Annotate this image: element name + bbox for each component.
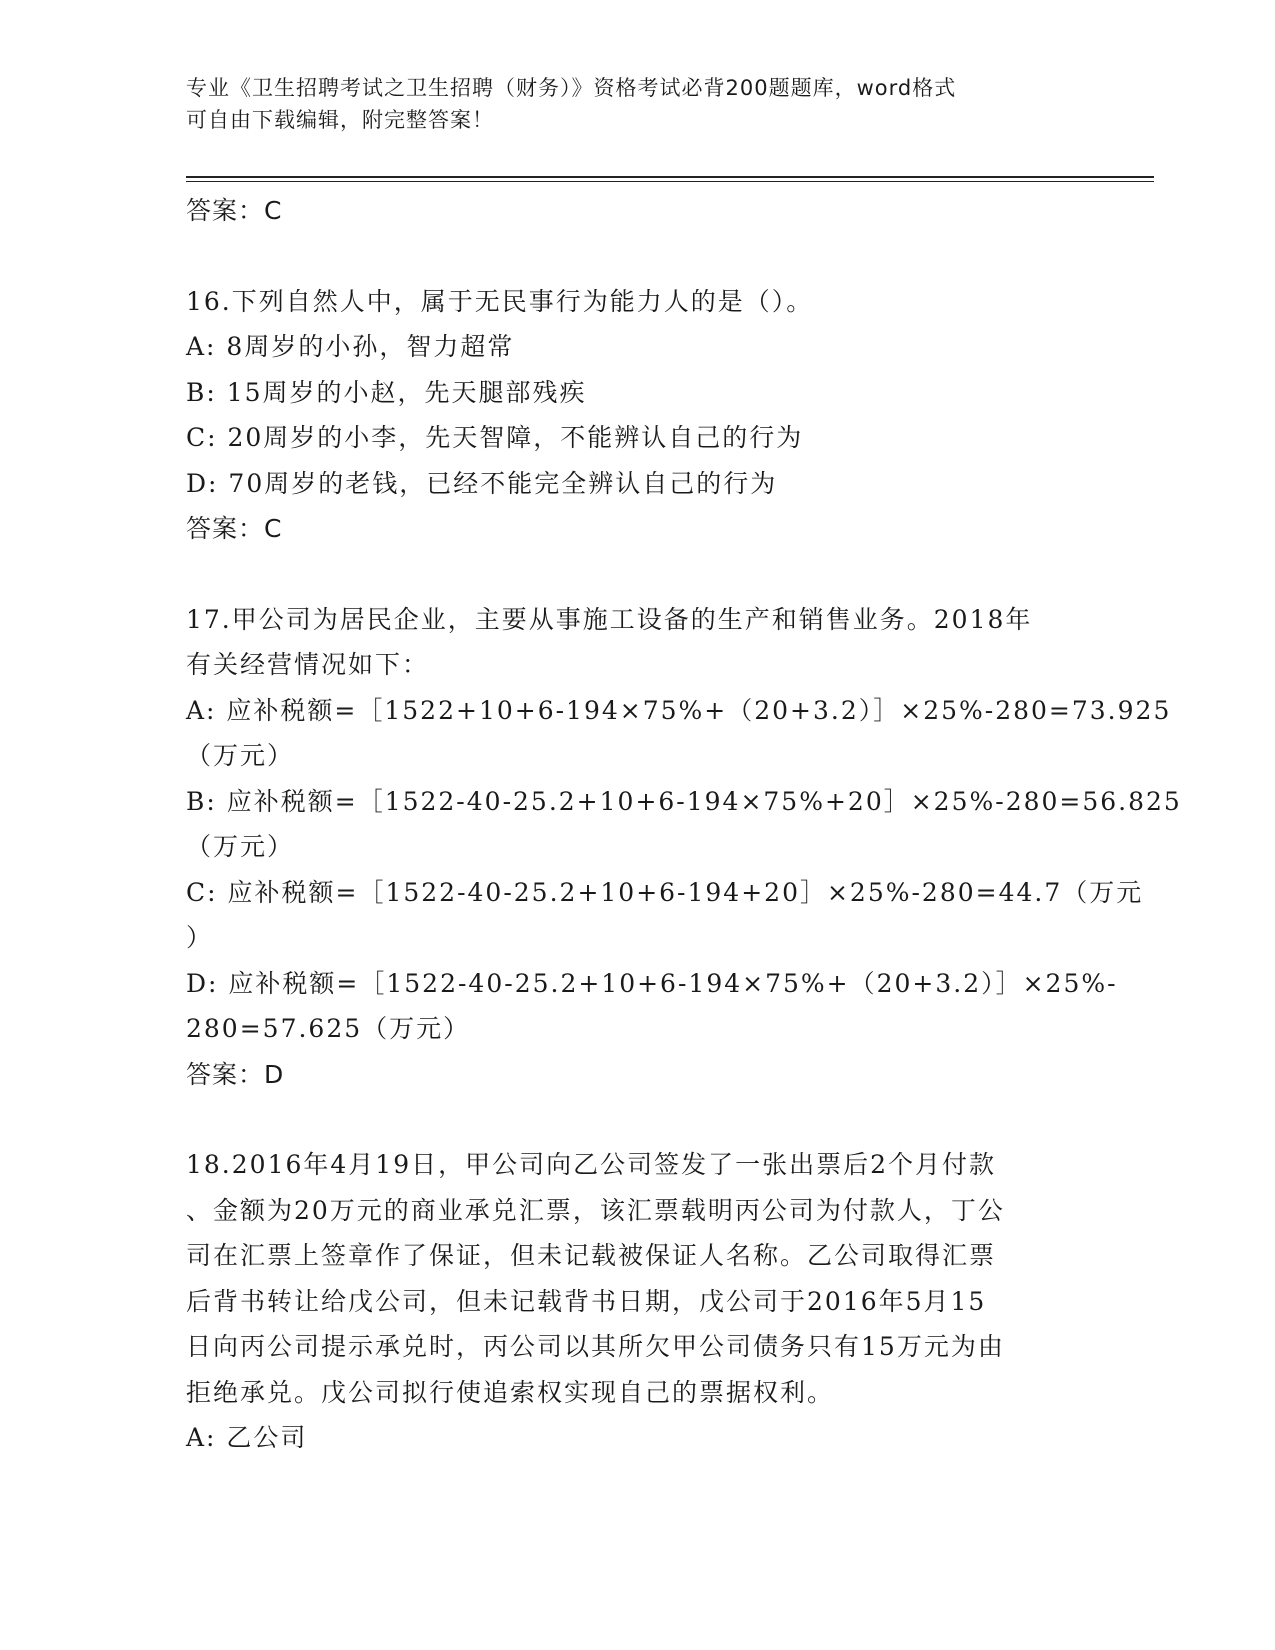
question-16-text: 16.下列自然人中，属于无民事行为能力人的是（）。 xyxy=(186,286,814,316)
question-16-option-a: A: 8周岁的小孙，智力超常 xyxy=(186,332,515,361)
question-17-answer: 答案：D xyxy=(186,1059,285,1089)
header-line-2: 可自由下载编辑，附完整答案！ xyxy=(186,108,494,132)
question-17-option-d-line-1: D: 应补税额=［1522-40-25.2+10+6-194×75%+（20+3.2）］×25%- xyxy=(186,968,1118,998)
question-16-option-d: D: 70周岁的老钱，已经不能完全辨认自己的行为 xyxy=(186,468,778,498)
header-rule-thick xyxy=(186,176,1154,178)
question-17-option-d-line-2: 280=57.625（万元） xyxy=(186,1014,471,1043)
question-17-text-line-1: 17.甲公司为居民企业，主要从事施工设备的生产和销售业务。2018年 xyxy=(186,604,1033,634)
document-body xyxy=(186,188,1182,1461)
question-16-answer: 答案：C xyxy=(186,514,283,543)
header-line-1: 专业《卫生招聘考试之卫生招聘（财务）》资格考试必背200题题库，word格式 xyxy=(186,76,957,100)
question-17-option-b-line-1: B: 应补税额=［1522-40-25.2+10+6-194×75%+20］×25%-280=56.825 xyxy=(186,786,1182,816)
question-18-text-line-4: 后背书转让给戊公司，但未记载背书日期，戊公司于2016年5月15 xyxy=(186,1286,987,1316)
spacer xyxy=(186,1097,1086,1142)
question-17 xyxy=(186,597,1182,1098)
spacer xyxy=(186,552,1086,597)
page-header xyxy=(186,72,1066,136)
question-16 xyxy=(186,279,1086,552)
question-17-text-line-2: 有关经营情况如下： xyxy=(186,650,430,679)
question-16-option-c: C: 20周岁的小李，先天智障，不能辨认自己的行为 xyxy=(186,423,804,452)
question-17-option-c-line-2: ） xyxy=(186,923,214,952)
question-18-text-line-2: 、金额为20万元的商业承兑汇票，该汇票载明丙公司为付款人，丁公 xyxy=(186,1195,1005,1225)
question-18 xyxy=(186,1142,1086,1461)
question-17-option-a-line-2: （万元） xyxy=(186,741,295,770)
question-18-text-line-3: 司在汇票上签章作了保证，但未记载被保证人名称。乙公司取得汇票 xyxy=(186,1241,997,1270)
previous-answer: 答案：C xyxy=(186,196,283,225)
question-17-option-b-line-2: （万元） xyxy=(186,832,295,861)
question-17-option-a-line-1: A: 应补税额=［1522+10+6-194×75%+（20+3.2）］×25%-280=73.925 xyxy=(186,695,1172,725)
question-18-text-line-6: 拒绝承兑。戊公司拟行使追索权实现自己的票据权利。 xyxy=(186,1377,835,1407)
question-18-text-line-5: 日向丙公司提示承兑时，丙公司以其所欠甲公司债务只有15万元为由 xyxy=(186,1332,1005,1361)
question-18-text-line-1: 18.2016年4月19日，甲公司向乙公司签发了一张出票后2个月付款 xyxy=(186,1150,997,1179)
question-18-option-a: A: 乙公司 xyxy=(186,1423,308,1452)
spacer xyxy=(186,234,1086,279)
question-17-option-c-line-1: C: 应补税额=［1522-40-25.2+10+6-194+20］×25%-280=44.7（万元 xyxy=(186,877,1144,907)
question-16-option-b: B: 15周岁的小赵，先天腿部残疾 xyxy=(186,377,587,407)
header-rule-thin xyxy=(186,181,1154,182)
